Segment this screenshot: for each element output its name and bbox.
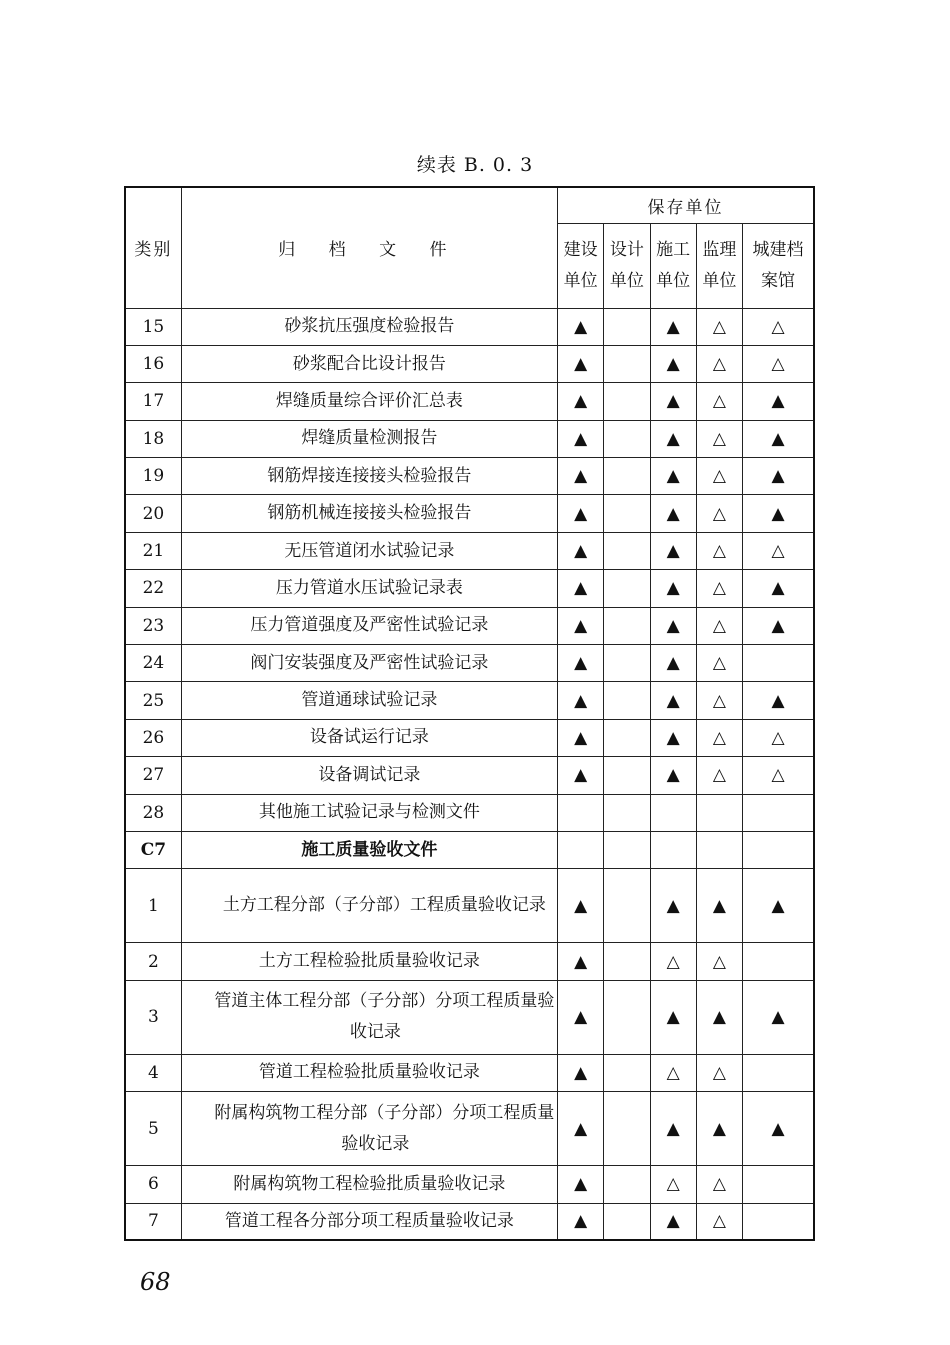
row-document-name: 焊缝质量综合评价汇总表: [181, 383, 557, 420]
mark-construction-owner: ▲: [557, 645, 603, 682]
table-row: [125, 570, 814, 607]
table-row: [125, 532, 814, 569]
mark-construction-owner: ▲: [557, 308, 603, 345]
mark-city-archive: [743, 831, 814, 868]
mark-design: [604, 682, 650, 719]
mark-construction-owner: ▲: [557, 1166, 603, 1203]
mark-design: [604, 495, 650, 532]
row-document-name: 压力管道强度及严密性试验记录: [181, 607, 557, 644]
row-category-number: 4: [125, 1054, 181, 1091]
row-category-number: 5: [125, 1092, 181, 1166]
mark-construction-owner: ▲: [557, 869, 603, 943]
table-row: [125, 308, 814, 345]
header-unit-city-archive: 城建档 案馆: [743, 223, 814, 308]
mark-construction-owner: ▲: [557, 682, 603, 719]
mark-design: [604, 757, 650, 794]
table-caption: 续表 B. 0. 3: [416, 154, 534, 176]
row-document-name: 管道工程检验批质量验收记录: [181, 1054, 557, 1091]
row-category-number: 17: [125, 383, 181, 420]
mark-city-archive: ▲: [743, 1092, 814, 1166]
table-row: [125, 607, 814, 644]
mark-design: [604, 719, 650, 756]
mark-contractor: ▲: [650, 757, 696, 794]
mark-city-archive: △: [743, 757, 814, 794]
row-document-name: 管道工程各分部分项工程质量验收记录: [181, 1203, 557, 1240]
mark-contractor: ▲: [650, 420, 696, 457]
mark-design: [604, 1203, 650, 1240]
row-document-name: 阀门安装强度及严密性试验记录: [181, 645, 557, 682]
table-row: [125, 420, 814, 457]
mark-contractor: ▲: [650, 458, 696, 495]
mark-construction-owner: ▲: [557, 458, 603, 495]
mark-design: [604, 345, 650, 382]
row-category-number: 3: [125, 980, 181, 1054]
mark-city-archive: ▲: [743, 980, 814, 1054]
mark-contractor: ▲: [650, 570, 696, 607]
row-category-number: C7: [125, 831, 181, 868]
section-title: 施工质量验收文件: [181, 831, 557, 868]
mark-contractor: ▲: [650, 383, 696, 420]
mark-contractor: △: [650, 1166, 696, 1203]
row-category-number: 16: [125, 345, 181, 382]
header-document: 归 档 文 件: [181, 187, 557, 308]
mark-supervision: △: [696, 308, 742, 345]
table-row: [125, 794, 814, 831]
mark-supervision: ▲: [696, 1092, 742, 1166]
mark-construction-owner: ▲: [557, 719, 603, 756]
mark-supervision: △: [696, 757, 742, 794]
mark-supervision: △: [696, 1166, 742, 1203]
row-document-name: 砂浆配合比设计报告: [181, 345, 557, 382]
table-row: [125, 1166, 814, 1203]
mark-construction-owner: ▲: [557, 345, 603, 382]
archive-table: [124, 186, 815, 1241]
mark-supervision: ▲: [696, 869, 742, 943]
row-document-name: 焊缝质量检测报告: [181, 420, 557, 457]
mark-design: [604, 980, 650, 1054]
row-category-number: 27: [125, 757, 181, 794]
mark-supervision: [696, 831, 742, 868]
row-document-name: 钢筋机械连接接头检验报告: [181, 495, 557, 532]
row-category-number: 25: [125, 682, 181, 719]
mark-supervision: △: [696, 383, 742, 420]
mark-construction-owner: ▲: [557, 1054, 603, 1091]
table-row: [125, 645, 814, 682]
mark-city-archive: [743, 1203, 814, 1240]
table-row: [125, 757, 814, 794]
mark-design: [604, 532, 650, 569]
mark-city-archive: ▲: [743, 869, 814, 943]
mark-construction-owner: ▲: [557, 757, 603, 794]
table-row: [125, 345, 814, 382]
row-category-number: 26: [125, 719, 181, 756]
row-document-name: 附属构筑物工程分部（子分部）分项工程质量验收记录: [181, 1092, 557, 1166]
row-document-name: 无压管道闭水试验记录: [181, 532, 557, 569]
row-category-number: 15: [125, 308, 181, 345]
table-row: [125, 1092, 814, 1166]
mark-design: [604, 943, 650, 980]
row-document-name: 土方工程分部（子分部）工程质量验收记录: [181, 869, 557, 943]
header-unit-contractor: 施工 单位: [650, 223, 696, 308]
mark-construction-owner: ▲: [557, 383, 603, 420]
row-document-name: 其他施工试验记录与检测文件: [181, 794, 557, 831]
mark-design: [604, 645, 650, 682]
mark-supervision: ▲: [696, 980, 742, 1054]
table-row: [125, 383, 814, 420]
mark-city-archive: ▲: [743, 570, 814, 607]
page-number: 68: [140, 1268, 171, 1296]
mark-city-archive: ▲: [743, 682, 814, 719]
mark-design: [604, 308, 650, 345]
mark-design: [604, 794, 650, 831]
mark-construction-owner: [557, 831, 603, 868]
mark-construction-owner: ▲: [557, 980, 603, 1054]
row-document-name: 管道主体工程分部（子分部）分项工程质量验收记录: [181, 980, 557, 1054]
header-unit-design: 设计 单位: [604, 223, 650, 308]
mark-contractor: ▲: [650, 719, 696, 756]
mark-design: [604, 607, 650, 644]
table-body: [125, 308, 814, 1240]
mark-city-archive: △: [743, 532, 814, 569]
mark-city-archive: [743, 943, 814, 980]
mark-supervision: △: [696, 345, 742, 382]
mark-supervision: △: [696, 607, 742, 644]
mark-contractor: ▲: [650, 682, 696, 719]
mark-design: [604, 383, 650, 420]
mark-city-archive: △: [743, 719, 814, 756]
mark-supervision: △: [696, 1203, 742, 1240]
mark-city-archive: △: [743, 308, 814, 345]
mark-supervision: △: [696, 1054, 742, 1091]
mark-contractor: [650, 794, 696, 831]
mark-city-archive: ▲: [743, 383, 814, 420]
mark-construction-owner: ▲: [557, 532, 603, 569]
mark-contractor: △: [650, 1054, 696, 1091]
mark-city-archive: ▲: [743, 458, 814, 495]
mark-city-archive: [743, 1166, 814, 1203]
mark-supervision: △: [696, 495, 742, 532]
mark-contractor: ▲: [650, 869, 696, 943]
table-row: [125, 458, 814, 495]
mark-supervision: △: [696, 943, 742, 980]
mark-design: [604, 420, 650, 457]
row-category-number: 24: [125, 645, 181, 682]
row-category-number: 21: [125, 532, 181, 569]
row-category-number: 20: [125, 495, 181, 532]
row-category-number: 22: [125, 570, 181, 607]
row-document-name: 附属构筑物工程检验批质量验收记录: [181, 1166, 557, 1203]
row-category-number: 2: [125, 943, 181, 980]
mark-contractor: ▲: [650, 532, 696, 569]
mark-design: [604, 1166, 650, 1203]
row-category-number: 23: [125, 607, 181, 644]
mark-supervision: △: [696, 458, 742, 495]
row-category-number: 28: [125, 794, 181, 831]
header-unit-construction-owner: 建设 单位: [557, 223, 603, 308]
mark-city-archive: ▲: [743, 495, 814, 532]
mark-contractor: ▲: [650, 495, 696, 532]
row-category-number: 7: [125, 1203, 181, 1240]
mark-construction-owner: [557, 794, 603, 831]
mark-contractor: ▲: [650, 345, 696, 382]
mark-city-archive: [743, 794, 814, 831]
mark-contractor: [650, 831, 696, 868]
table-row: [125, 719, 814, 756]
mark-contractor: ▲: [650, 1203, 696, 1240]
mark-design: [604, 1092, 650, 1166]
mark-contractor: ▲: [650, 980, 696, 1054]
header-unit-supervision: 监理 单位: [696, 223, 742, 308]
table-row: [125, 1054, 814, 1091]
mark-city-archive: △: [743, 345, 814, 382]
mark-construction-owner: ▲: [557, 1092, 603, 1166]
mark-contractor: ▲: [650, 308, 696, 345]
mark-supervision: △: [696, 570, 742, 607]
row-document-name: 管道通球试验记录: [181, 682, 557, 719]
mark-city-archive: [743, 1054, 814, 1091]
mark-construction-owner: ▲: [557, 943, 603, 980]
row-document-name: 土方工程检验批质量验收记录: [181, 943, 557, 980]
mark-construction-owner: ▲: [557, 607, 603, 644]
mark-city-archive: ▲: [743, 607, 814, 644]
mark-contractor: ▲: [650, 1092, 696, 1166]
mark-design: [604, 1054, 650, 1091]
mark-construction-owner: ▲: [557, 420, 603, 457]
mark-construction-owner: ▲: [557, 495, 603, 532]
mark-supervision: △: [696, 420, 742, 457]
table-row: [125, 495, 814, 532]
mark-city-archive: ▲: [743, 420, 814, 457]
mark-construction-owner: ▲: [557, 570, 603, 607]
row-category-number: 19: [125, 458, 181, 495]
mark-contractor: △: [650, 943, 696, 980]
row-category-number: 18: [125, 420, 181, 457]
mark-design: [604, 570, 650, 607]
row-document-name: 钢筋焊接连接接头检验报告: [181, 458, 557, 495]
table-row: [125, 980, 814, 1054]
mark-supervision: △: [696, 682, 742, 719]
mark-contractor: ▲: [650, 607, 696, 644]
mark-construction-owner: ▲: [557, 1203, 603, 1240]
mark-supervision: △: [696, 645, 742, 682]
mark-city-archive: [743, 645, 814, 682]
section-row: [125, 831, 814, 868]
mark-supervision: [696, 794, 742, 831]
mark-contractor: ▲: [650, 645, 696, 682]
row-document-name: 压力管道水压试验记录表: [181, 570, 557, 607]
mark-design: [604, 831, 650, 868]
row-document-name: 设备调试记录: [181, 757, 557, 794]
table-row: [125, 1203, 814, 1240]
row-category-number: 6: [125, 1166, 181, 1203]
row-document-name: 砂浆抗压强度检验报告: [181, 308, 557, 345]
header-category: 类别: [125, 187, 181, 308]
row-category-number: 1: [125, 869, 181, 943]
table-row: [125, 869, 814, 943]
mark-supervision: △: [696, 719, 742, 756]
mark-design: [604, 458, 650, 495]
table-row: [125, 943, 814, 980]
mark-design: [604, 869, 650, 943]
header-save-units: 保存单位: [557, 187, 814, 223]
table-row: [125, 682, 814, 719]
mark-supervision: △: [696, 532, 742, 569]
row-document-name: 设备试运行记录: [181, 719, 557, 756]
